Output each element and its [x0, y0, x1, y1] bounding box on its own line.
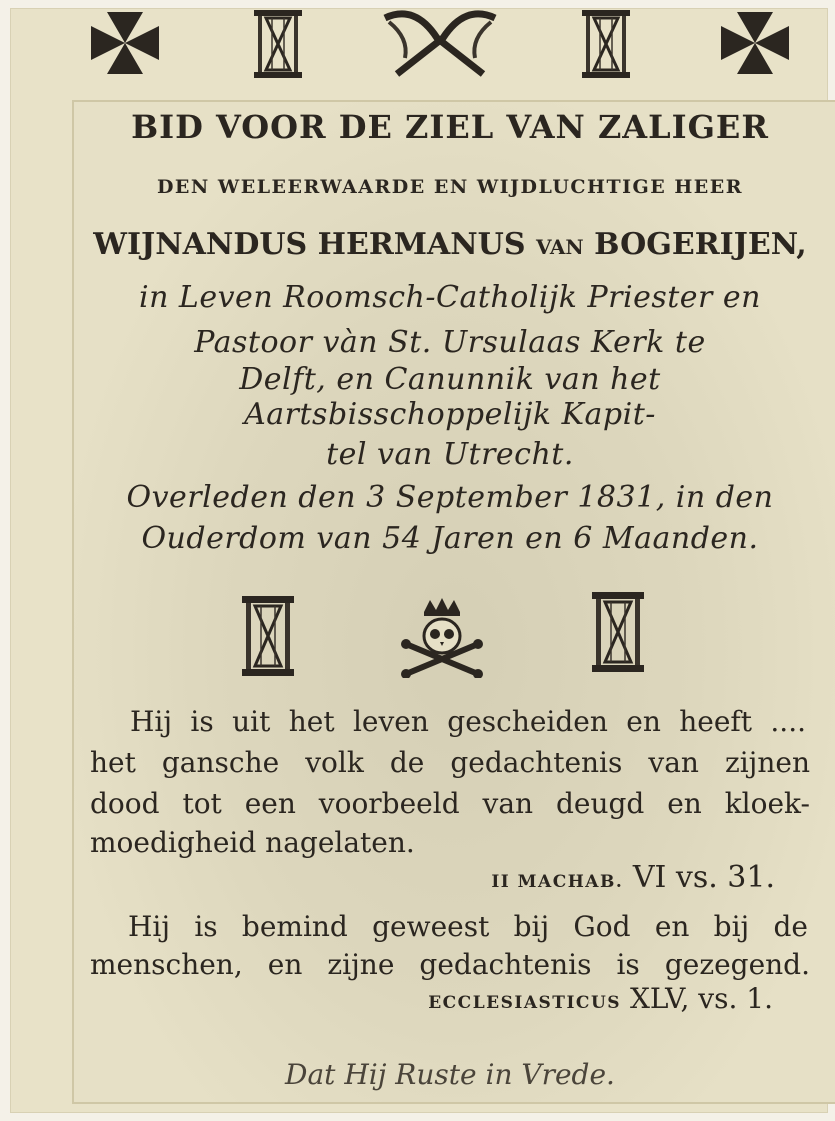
name-last: BOGERIJEN, — [594, 227, 807, 262]
hourglass-icon — [240, 594, 296, 678]
hourglass-icon — [250, 8, 306, 80]
closing-blessing: Dat Hij Ruste in Vrede. — [285, 1058, 615, 1091]
verse-line: Hij is uit het leven gescheiden en heeft .... — [130, 705, 806, 738]
verse-line: Hij is bemind geweest bij God en bij de — [128, 910, 808, 943]
description-line: Pastoor vàn St. Ursulaas Kerk te — [194, 325, 706, 360]
verse-line: dood tot een voorbeeld van deugd en kloek- — [90, 787, 810, 820]
emblem-row — [230, 590, 660, 680]
reference-chapter: VI vs. 31. — [632, 860, 775, 895]
death-line: Ouderdom van 54 Jaren en 6 Maanden. — [141, 521, 759, 556]
verse-line: menschen, en zijne gedachtenis is gezegend. — [90, 948, 810, 981]
description-line: Delft, en Canunnik van het — [239, 362, 661, 397]
reference-book: ECCLESIASTICUS — [428, 993, 622, 1013]
name-particle: VAN — [535, 235, 584, 259]
death-line: Overleden den 3 September 1831, in den — [126, 480, 774, 515]
description-line: tel van Utrecht. — [326, 437, 574, 472]
scripture-reference — [491, 860, 775, 895]
name-first: WIJNANDUS HERMANUS — [93, 227, 526, 262]
card-subtitle: DEN WELEERWAARDE EN WIJDLUCHTIGE HEER — [156, 176, 744, 198]
verse-line: het gansche volk de gedachtenis van zijnen — [90, 746, 810, 779]
cross-pattee-icon — [85, 8, 165, 78]
description-line: Aartsbisschoppelijk Kapit- — [244, 397, 656, 432]
crossed-scythes-icon — [375, 8, 505, 80]
cross-pattee-icon — [715, 8, 795, 78]
crowned-skull-icon — [400, 598, 484, 678]
scripture-reference — [428, 982, 773, 1015]
reference-book: II MACHAB. — [491, 872, 624, 892]
hourglass-icon — [578, 8, 634, 80]
reference-chapter: XLV, vs. 1. — [629, 982, 773, 1015]
description-line: in Leven Roomsch-Catholijk Priester en — [138, 280, 762, 315]
verse-line: moedigheid nagelaten. — [90, 826, 415, 859]
deceased-name — [90, 227, 810, 262]
hourglass-icon — [590, 590, 646, 674]
top-ornament-row — [70, 8, 810, 80]
card-title: BID VOOR DE ZIEL VAN ZALIGER — [131, 108, 769, 146]
